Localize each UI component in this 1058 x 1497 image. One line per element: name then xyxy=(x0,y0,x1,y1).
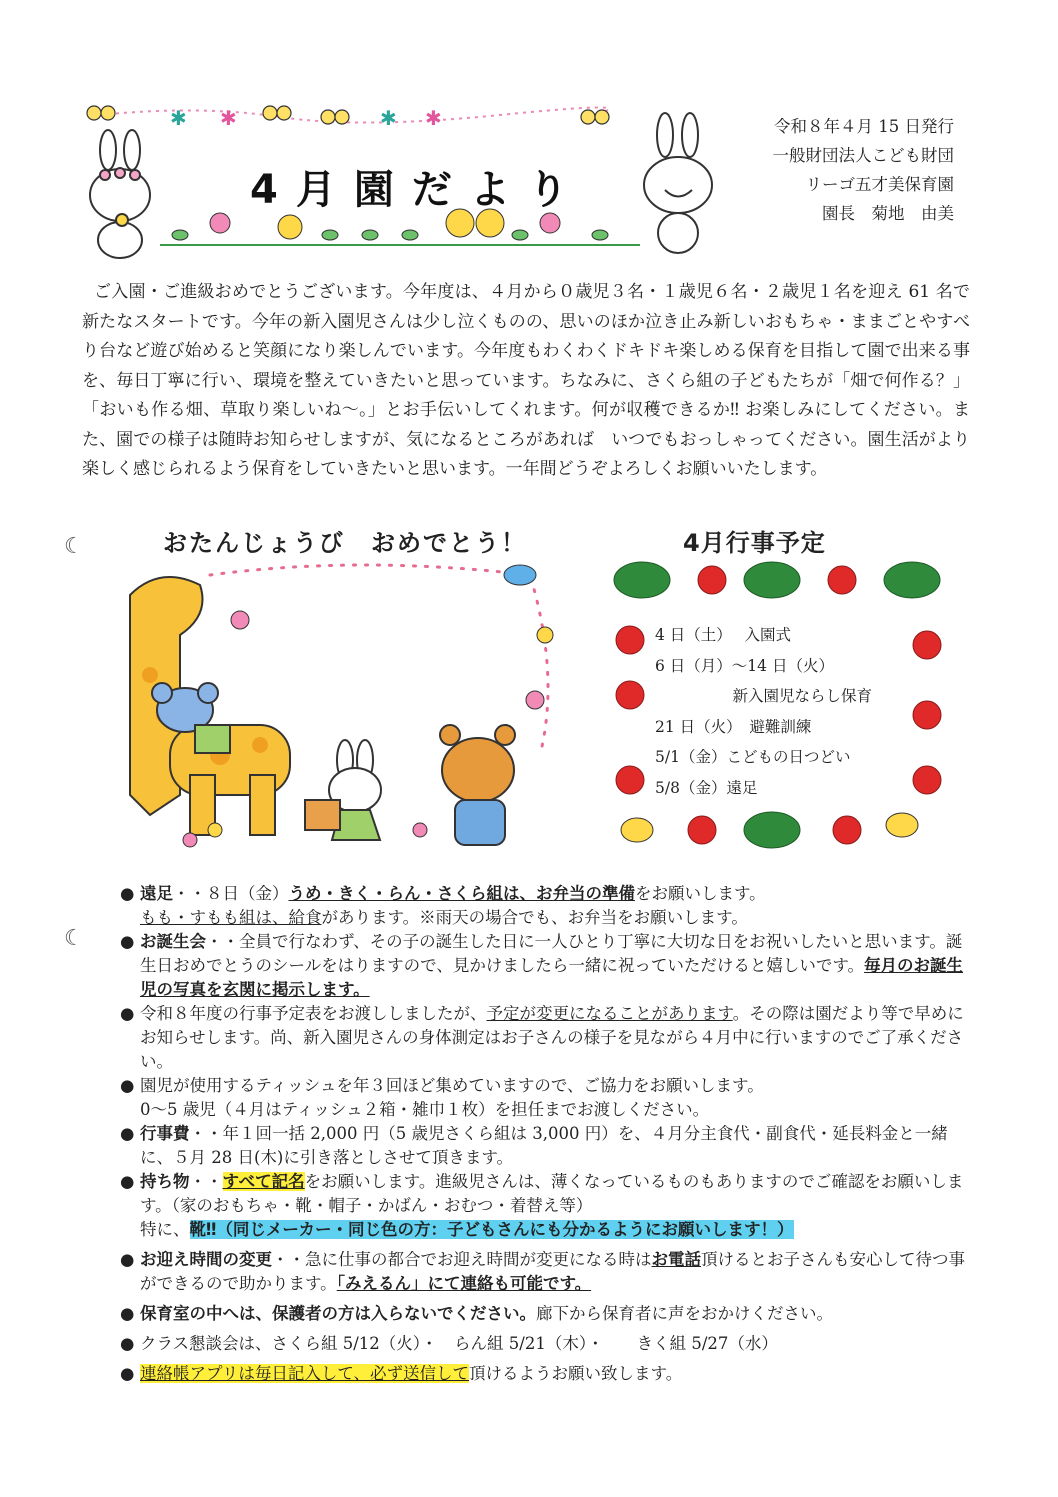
issuer-block xyxy=(773,112,955,228)
issue-date: 令和８年４月 15 日発行 xyxy=(774,117,954,136)
rabbit-right-illustration xyxy=(644,113,712,253)
event-item: 5/1（金）こどもの日つどい xyxy=(655,748,851,766)
notice-fees: ● 行事費・・年１回一括 2,000 円（5 歳児さくら組は 3,000 円）を、４月分主食代・副食代・延長料金と一緒に、５月 28 日(木)に引き落としさせて頂きます。 xyxy=(120,1124,948,1167)
butterfly-icon xyxy=(87,106,609,124)
notice-pickup: ● お迎え時間の変更・・急に仕事の都合でお迎え時間が変更になる時はお電話頂けるとお子さんも安心して待つ事ができるので助かります。「みえるん」にて連絡も可能です。 xyxy=(120,1250,965,1293)
notice-belongings: ● 持ち物・・すべて記名をお願いします。進級児さんは、薄くなっているものもありますのでご確認をお願いします。（家のおもちゃ・靴・帽子・かばん・おむつ・着替え等） 特に、靴‼（同じメーカー・同じ色の方：子どもさんにも分かるようにお願いします！） xyxy=(120,1172,964,1239)
notice-schedule: ● 令和８年度の行事予定表をお渡ししましたが、予定が変更になることがあります。その際は園だより等で早めにお知らせします。尚、新入園児さんの身体測定はお子さんの様子を見ながら４月中に行いますのでご了承ください。 xyxy=(120,1004,964,1071)
rabbit-illustration xyxy=(305,740,381,840)
svg-text:✱: ✱ xyxy=(170,106,187,130)
notice-app: ● 連絡帳アプリは毎日記入して、必ず送信して頂けるようお願い致します。 xyxy=(120,1364,683,1383)
page-title: 4月園だより xyxy=(250,167,586,213)
event-item: 6 日（月）～14 日（火） xyxy=(655,656,834,675)
events-title: 4月行事予定 xyxy=(683,529,826,557)
bird-icon xyxy=(504,565,536,585)
hole-punch-mark: ☾ xyxy=(64,534,84,559)
event-item: 新入園児ならし保育 xyxy=(655,687,873,705)
svg-text:✱: ✱ xyxy=(380,106,397,130)
birthday-title: おたんじょうび おめでとう！ xyxy=(163,529,527,557)
notice-nursery: ● 保育室の中へは、保護者の方は入らないでください。廊下から保育者に声をおかけください。 xyxy=(120,1304,833,1323)
notice-classmeet: ● クラス懇談会は、さくら組 5/12（火）・ らん組 5/21（木）・ きく組 5/27（水） xyxy=(120,1334,778,1353)
notice-birthday: ● お誕生会・・全員で行なわず、その子の誕生した日に一人ひとり丁寧に大切な日をお祝いしたいと思います。誕生日おめでとうのシールをはりますので、見かけましたら一緒に祝っていただけると嬉しいです。毎月のお誕生児の写真を玄関に掲示します。 xyxy=(120,932,964,999)
events-list xyxy=(655,620,872,803)
rabbit-left-illustration xyxy=(90,130,150,258)
event-item: 4 日（土） 入園式 xyxy=(655,626,791,644)
director-name: 園長 菊地 由美 xyxy=(822,204,954,223)
notices-section xyxy=(120,882,968,1386)
nursery-name: リーゴ五才美保育園 xyxy=(805,175,954,194)
event-item: 5/8（金）遠足 xyxy=(655,778,758,797)
event-item: 21 日（火） 避難訓練 xyxy=(655,717,812,736)
hole-punch-mark: ☾ xyxy=(64,926,84,951)
intro-paragraph: ご入園・ご進級おめでとうございます。今年度は、４月から０歳児３名・１歳児６名・２歳児１名を迎え 61 名で新たなスタートです。今年の新入園児さんは少し泣くものの、思いのほか泣き止み新しいおもちゃ・ままごとやすべり台など遊び始めると笑顔になり楽しんでいます。今年度もわくわくドキドキ楽しめる保育を目指して園で出来る事を、毎日丁寧に行い、環境を整えていきたいと思っています。ちなみに、さくら組の子どもたちが「畑で何作る？」「おいも作る畑、草取り楽しいね～。」とお手伝いしてくれます。何が収穫できるか‼ お楽しみにしてください。また、園での様子は随時お知らせしますが、気になるところがあれば いつでもおっしゃってください。園生活がより楽しく感じられるよう保育をしていきたいと思います。一年間どうぞよろしくお願いいたします。 xyxy=(82,282,970,479)
bear-illustration xyxy=(440,725,515,845)
svg-text:✱: ✱ xyxy=(425,106,442,130)
svg-text:✱: ✱ xyxy=(220,106,237,130)
notice-ensoku: ● 遠足・・８日（金）うめ・きく・らん・さくら組は、お弁当の準備をお願いします。 もも・すもも組は、給食があります。※雨天の場合でも、お弁当をお願いします。 xyxy=(120,884,766,927)
notice-tissue: ● 園児が使用するティッシュを年３回ほど集めていますので、ご協力をお願いします。 0～5 歳児（４月はティッシュ２箱・雑巾１枚）を担任までお渡しください。 xyxy=(120,1076,764,1119)
birthday-illustration xyxy=(110,555,570,855)
organization: 一般財団法人こども財団 xyxy=(772,146,954,165)
